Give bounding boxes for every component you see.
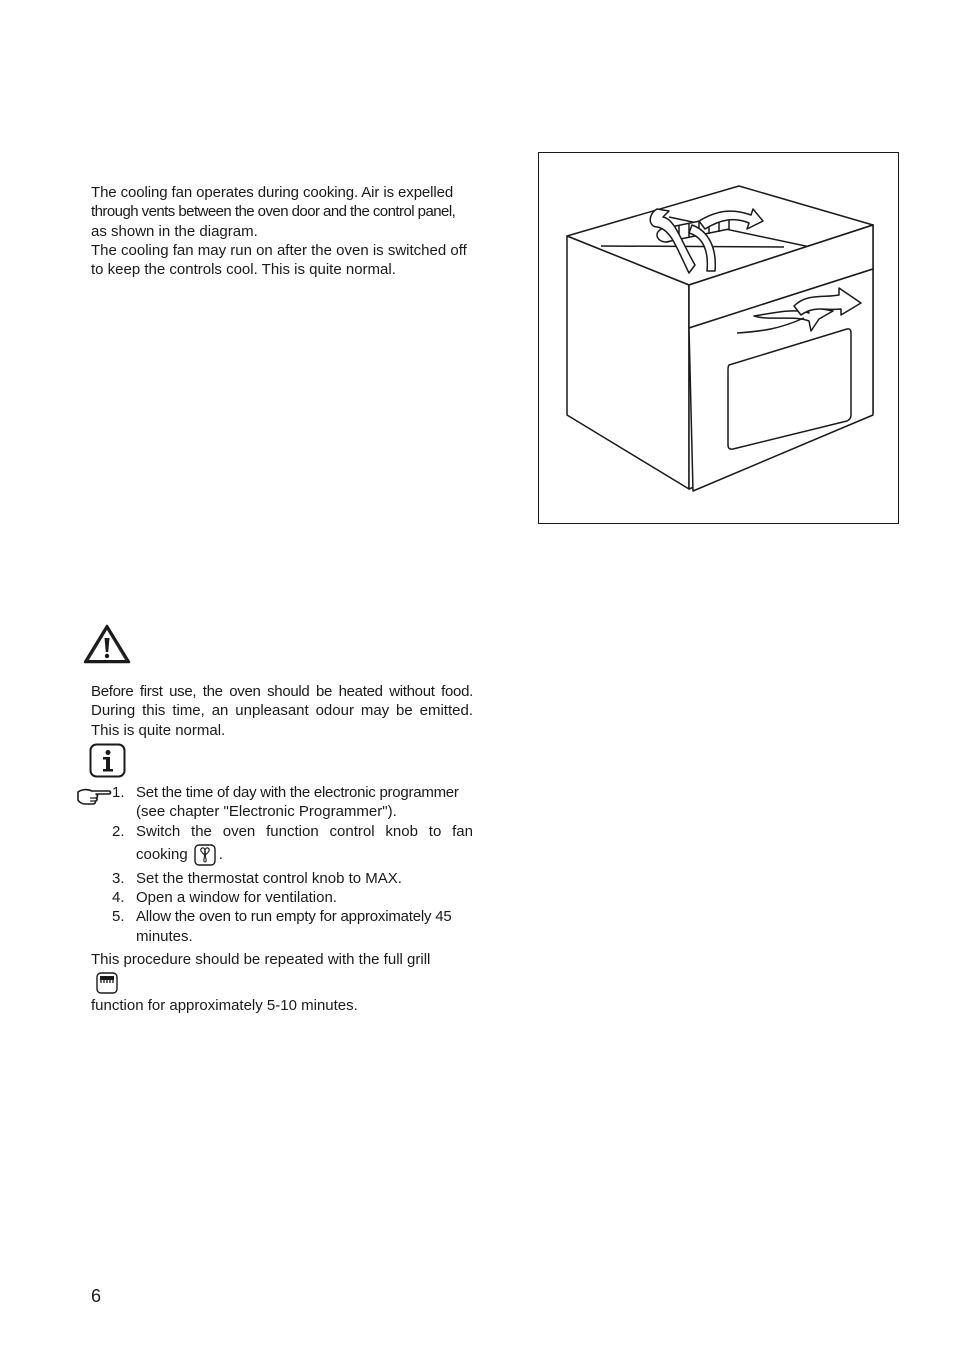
text-line: through vents between the oven door and the control panel, [91,203,456,221]
pointing-hand-icon [76,786,112,808]
step-text-line [136,841,473,869]
procedure-steps [108,783,473,946]
text-line: During this time, an unpleasant odour may be emitted. [91,702,473,720]
step-text: Open a window for ventilation. [136,889,337,907]
text-line: The cooling fan may run on after the oven is switched off [91,241,467,259]
warning-triangle-icon [82,623,132,665]
text-line: to keep the controls cool. This is quite normal. [91,261,396,279]
step-number: 1. [112,784,125,801]
repeat-line-1: This procedure should be repeated with the full grill [91,951,431,968]
list-item [108,783,473,822]
step-text: (see chapter "Electronic Programmer"). [136,803,397,821]
step-text: Set the thermostat control knob to MAX. [136,869,402,887]
fan-cooking-icon [194,844,216,866]
step-number: 5. [112,908,125,926]
list-item [108,869,473,888]
page-number: 6 [91,1286,102,1306]
text-line: This is quite normal. [91,721,226,739]
text-line: as shown in the diagram. [91,222,258,240]
step-number: 2. [112,822,125,840]
step-number: 3. [112,869,125,887]
repeat-line-2: function for approximately 5-10 minutes. [91,997,358,1015]
step-text: Allow the oven to run empty for approximately 45 [136,908,452,926]
oven-cooling-diagram [538,152,899,524]
first-use-paragraph [91,682,473,740]
text-line: The cooling fan operates during cooking. Air is expelled [91,184,454,201]
step-text: Switch the oven function control knob to fan [136,822,473,840]
step-text: cooking [136,845,188,863]
step-text: minutes. [136,927,193,945]
text-line: Before first use, the oven should be heated without food. [91,683,473,700]
text-line-with-icon [91,948,473,994]
step-number: 4. [112,889,125,907]
list-item [108,822,473,869]
repeat-paragraph [91,948,473,1017]
list-item [108,907,473,946]
list-item [108,888,473,907]
info-icon [89,743,127,779]
cooling-fan-paragraph [91,183,473,279]
step-text: . [218,845,223,863]
step-text: Set the time of day with the electronic programmer [136,784,459,801]
full-grill-icon [96,972,118,994]
oven-illustration [539,153,900,525]
